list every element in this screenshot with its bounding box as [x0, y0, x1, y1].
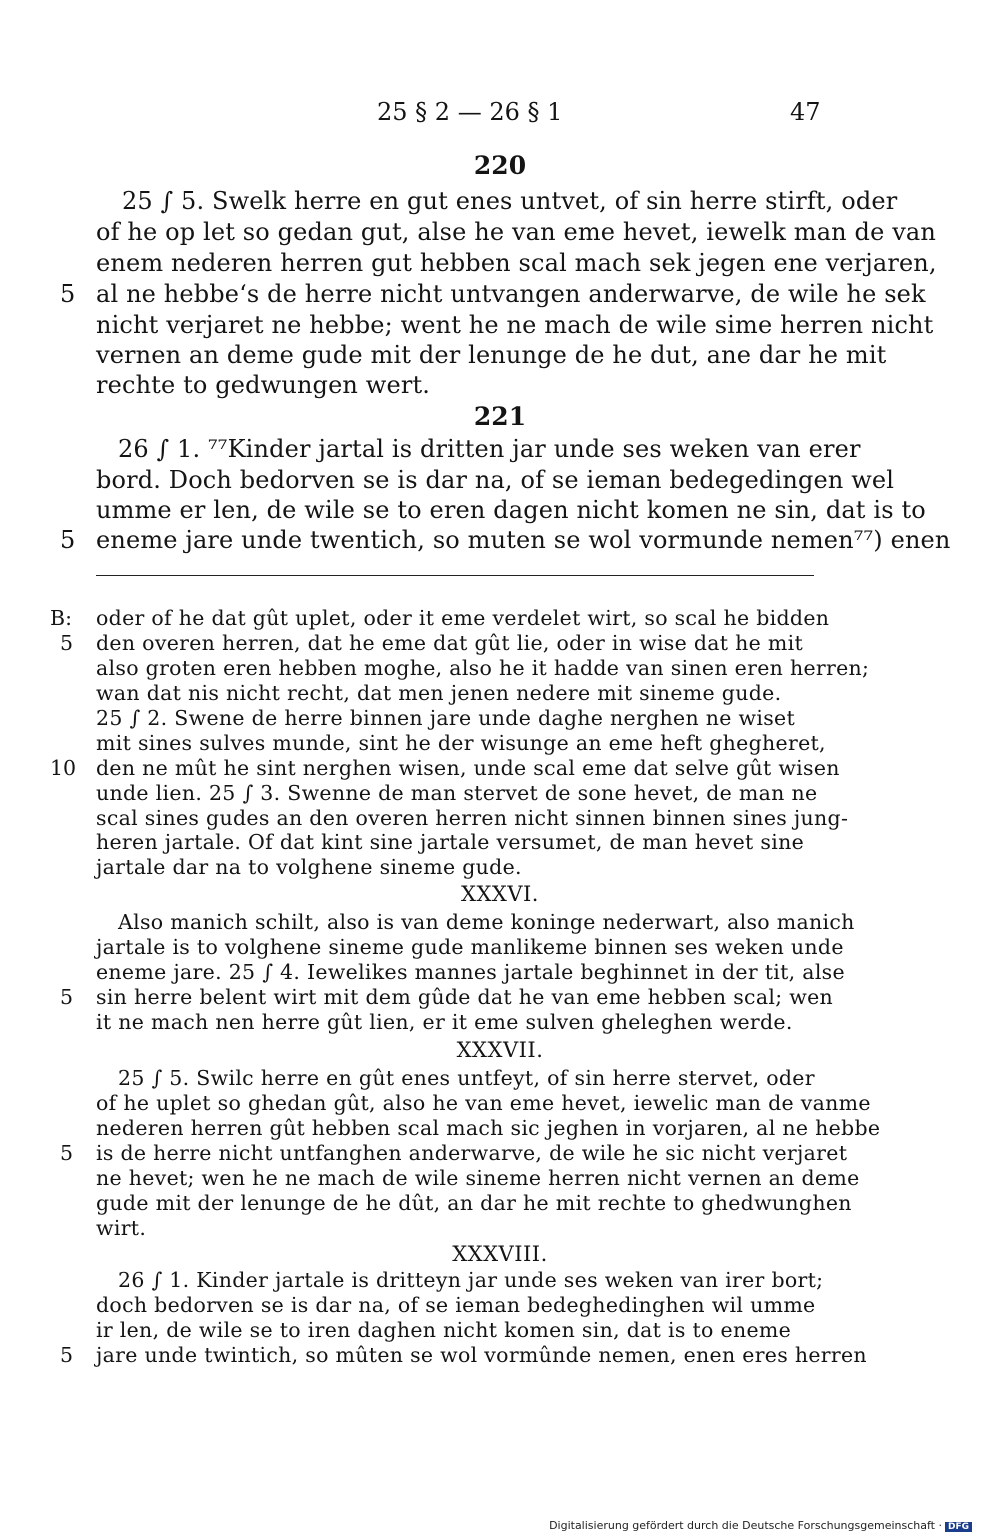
- text-line: 26 ∫ 1. ⁷⁷Kinder jartal is dritten jar unde ses weken van erer: [118, 435, 861, 463]
- apparatus-line: 25 ∫ 2. Swene de herre binnen jare unde daghe nerghen ne wiset: [96, 706, 796, 730]
- apparatus-line: 25 ∫ 5. Swilc herre en gût enes untfeyt, of sin herre stervet, oder: [118, 1066, 815, 1090]
- apparatus-line: also groten eren hebben moghe, also he it hadde van sinen eren herren;: [96, 656, 870, 680]
- apparatus-line: wan dat nis nicht recht, dat men jenen nedere mit sineme gude.: [96, 681, 782, 705]
- apparatus-line: den overen herren, dat he eme dat gût lie, oder in wise dat he mit: [96, 631, 804, 655]
- text-line: enem nederen herren gut hebben scal mach sek jegen ene verjaren,: [96, 249, 937, 277]
- apparatus-line: den ne mût he sint nerghen wisen, unde scal eme dat selve gût wisen: [96, 756, 840, 780]
- apparatus-line: sin herre belent wirt mit dem gûde dat he van eme hebben scal; wen: [96, 985, 833, 1009]
- apparatus-divider: [96, 575, 814, 576]
- apparatus-line: is de herre nicht untfanghen anderwarve, de wile he sic nicht verjaret: [96, 1141, 848, 1165]
- apparatus-line: jartale is to volghene sineme gude manlikeme binnen ses weken unde: [96, 935, 844, 959]
- apparatus-line: oder of he dat gût uplet, oder it eme verdelet wirt, so scal he bidden: [96, 606, 830, 630]
- chapter-heading-xxxviii: XXXVIII.: [452, 1242, 548, 1266]
- text-line: vernen an deme gude mit der lenunge de he dut, ane dar he mit: [96, 341, 887, 369]
- apparatus-line: of he uplet so ghedan gût, also he van eme hevet, iewelic man de vanme: [96, 1091, 871, 1115]
- line-number: 5: [60, 1141, 74, 1165]
- text-line: eneme jare unde twentich, so muten se wol vormunde nemen⁷⁷) enen: [96, 526, 951, 554]
- text-line: of he op let so gedan gut, alse he van eme hevet, iewelk man de van: [96, 218, 936, 246]
- line-number: 5: [60, 526, 76, 554]
- apparatus-line: wirt.: [96, 1216, 147, 1240]
- apparatus-line: heren jartale. Of dat kint sine jartale versumet, de man hevet sine: [96, 830, 805, 854]
- section-number-220: 220: [473, 151, 527, 180]
- apparatus-line: scal sines gudes an den overen herren nicht sinnen binnen sines jung-: [96, 806, 849, 830]
- text-line: nicht verjaret ne hebbe; went he ne mach de wile sime herren nicht: [96, 311, 934, 339]
- section-number-221: 221: [473, 402, 527, 431]
- apparatus-line: Also manich schilt, also is van deme koninge nederwart, also manich: [118, 910, 855, 934]
- line-number: 5: [60, 985, 74, 1009]
- digitization-credit: [549, 1519, 972, 1532]
- dfg-logo: DFG: [945, 1522, 972, 1532]
- apparatus-line: doch bedorven se is dar na, of se ieman bedeghedinghen wil umme: [96, 1293, 816, 1317]
- apparatus-line: jartale dar na to volghene sineme gude.: [96, 855, 522, 879]
- text-line: 25 ∫ 5. Swelk herre en gut enes untvet, of sin herre stirft, oder: [122, 187, 898, 215]
- apparatus-line: ne hevet; wen he ne mach de wile sineme herren nicht vernen an deme: [96, 1166, 860, 1190]
- chapter-heading-xxxvii: XXXVII.: [456, 1038, 544, 1062]
- text-line: rechte to gedwungen wert.: [96, 371, 431, 399]
- text-line: umme er len, de wile se to eren dagen nicht komen ne sin, dat is to: [96, 496, 926, 524]
- line-number: 5: [60, 1343, 74, 1367]
- apparatus-line: gude mit der lenunge de he dût, an dar he mit rechte to ghedwunghen: [96, 1191, 852, 1215]
- apparatus-line: unde lien. 25 ∫ 3. Swenne de man stervet de sone hevet, de man ne: [96, 781, 818, 805]
- text-line: al ne hebbe‘s de herre nicht untvangen anderwarve, de wile he sek: [96, 280, 926, 308]
- line-number: 5: [60, 280, 76, 308]
- running-header: 25 § 2 — 26 § 1: [377, 98, 563, 126]
- apparatus-line: 26 ∫ 1. Kinder jartale is dritteyn jar unde ses weken van irer bort;: [118, 1268, 824, 1292]
- apparatus-siglum: B:: [50, 606, 72, 630]
- apparatus-line: nederen herren gût hebben scal mach sic jeghen in vorjaren, al ne hebbe: [96, 1116, 881, 1140]
- apparatus-line: it ne mach nen herre gût lien, er it eme sulven gheleghen werde.: [96, 1010, 793, 1034]
- apparatus-line: ir len, de wile se to iren daghen nicht komen sin, dat is to eneme: [96, 1318, 792, 1342]
- credit-text: Digitalisierung gefördert durch die Deutsche Forschungsgemeinschaft ·: [549, 1519, 942, 1532]
- apparatus-line: mit sines sulves munde, sint he der wisunge an eme heft ghegheret,: [96, 731, 826, 755]
- line-number: 5: [60, 631, 74, 655]
- chapter-heading-xxxvi: XXXVI.: [461, 882, 539, 906]
- apparatus-line: eneme jare. 25 ∫ 4. Iewelikes mannes jartale beghinnet in der tit, alse: [96, 960, 845, 984]
- page-number: 47: [790, 98, 821, 126]
- line-number: 10: [50, 756, 77, 780]
- text-line: bord. Doch bedorven se is dar na, of se ieman bedegedingen wel: [96, 466, 895, 494]
- apparatus-line: jare unde twintich, so mûten se wol vormûnde nemen, enen eres herren: [96, 1343, 867, 1367]
